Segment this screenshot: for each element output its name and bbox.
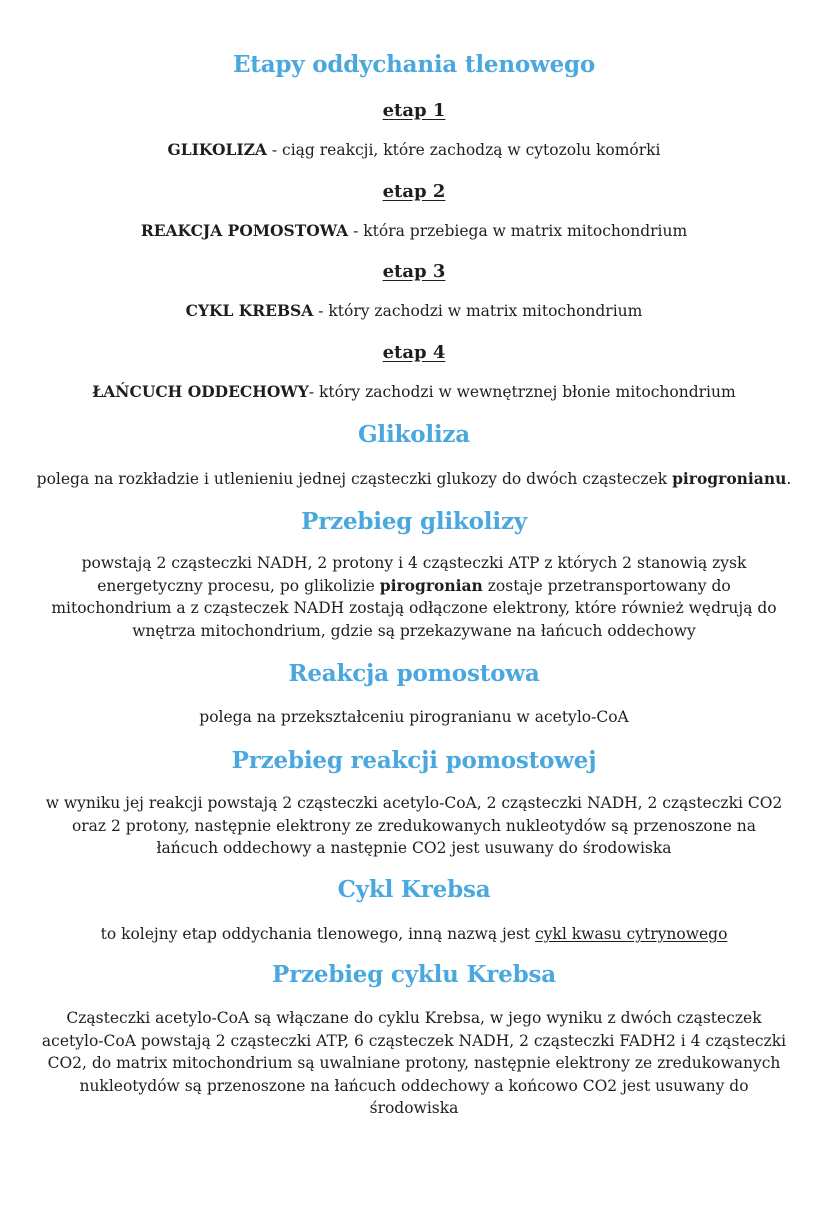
stage-2-name: REAKCJA POMOSTOWA (140, 221, 349, 240)
reakcja-pomostowa-text: polega na przekształceniu pirogranianu w acetylo-CoA (199, 708, 629, 726)
przebieg-cyklu-text: Cząsteczki acetylo-CoA są włączane do cyklu Krebsa, w jego wyniku z dwóch cząsteczek acetylo-CoA powstają 2 cząsteczki ATP, 6 cząsteczek NADH, 2 cząsteczki FADH2 i 4 cząsteczki CO2, do matrix mitochondrium są uwalniane protony, następnie elektrony ze zredukowanych nukleotydów są przenoszone na łańcuch oddechowy a końcowo CO2 jest usuwany do środowiska (41, 1009, 787, 1117)
glikoliza-heading: Glikoliza (357, 421, 471, 448)
reakcja-pomostowa-heading: Reakcja pomostowa (288, 660, 540, 687)
cykl-krebsa-heading: Cykl Krebsa (337, 876, 491, 903)
stage-1-label: etap 1 (382, 100, 446, 121)
stage-1-description (30, 139, 798, 161)
stage-2-label: etap 2 (382, 181, 446, 202)
stage-3-name: CYKL KREBSA (185, 301, 314, 320)
glikoliza-bold: pirogronianu (672, 469, 787, 488)
glikoliza-text (30, 468, 798, 490)
stage-3-description (30, 300, 798, 322)
stage-1-desc: - ciąg reakcji, które zachodzą w cytozolu komórki (266, 141, 661, 159)
glikoliza-text-after: . (786, 470, 792, 488)
stage-4-description (30, 381, 798, 403)
przebieg-glikolizy-heading: Przebieg glikolizy (301, 508, 527, 535)
przebieg-glikolizy-text (36, 552, 792, 642)
stage-4-desc: - który zachodzi w wewnętrznej błonie mitochondrium (308, 383, 736, 401)
stage-3-label: etap 3 (382, 261, 446, 282)
glikoliza-text-before: polega na rozkładzie i utlenieniu jednej cząsteczki glukozy do dwóch cząsteczek (36, 470, 673, 488)
stage-2-description (30, 220, 798, 242)
cykl-krebsa-text (30, 923, 798, 945)
przebieg-glikolizy-bold: pirogronian (379, 575, 483, 595)
stage-4-name: ŁAŃCUCH ODDECHOWY (92, 382, 309, 401)
cykl-krebsa-underlined: cykl kwasu cytrynowego (535, 925, 728, 943)
przebieg-cyklu-heading: Przebieg cyklu Krebsa (272, 961, 556, 988)
stage-1-name: GLIKOLIZA (167, 140, 267, 159)
przebieg-glikolizy-text-before: powstają 2 cząsteczki NADH, 2 protony i 4 cząsteczki ATP z których 2 stanowią zysk energetyczny procesu, po glikolizie (81, 554, 747, 595)
przebieg-glikolizy-text-after: zostaje przetransportowany do mitochondrium a z cząsteczek NADH zostają odłączone elektrony, które również wędrują do wnętrza mitochondrium, gdzie są przekazywane na łańcuch oddechowy (51, 576, 777, 640)
cykl-krebsa-text-before: to kolejny etap oddychania tlenowego, inną nazwą jest (100, 925, 536, 943)
stage-3-desc: - który zachodzi w matrix mitochondrium (313, 302, 643, 320)
page-title: Etapy oddychania tlenowego (232, 51, 596, 78)
stage-4-label: etap 4 (382, 342, 446, 363)
stage-2-desc: - która przebiega w matrix mitochondrium (348, 222, 688, 240)
przebieg-reakcji-heading: Przebieg reakcji pomostowej (231, 747, 597, 774)
przebieg-reakcji-text: w wyniku jej reakcji powstają 2 cząsteczki acetylo-CoA, 2 cząsteczki NADH, 2 cząsteczki CO2 oraz 2 protony, następnie elektrony ze zredukowanych nukleotydów są przenoszone na łańcuch oddechowy a następnie CO2 jest usuwany do środowiska (45, 794, 783, 857)
